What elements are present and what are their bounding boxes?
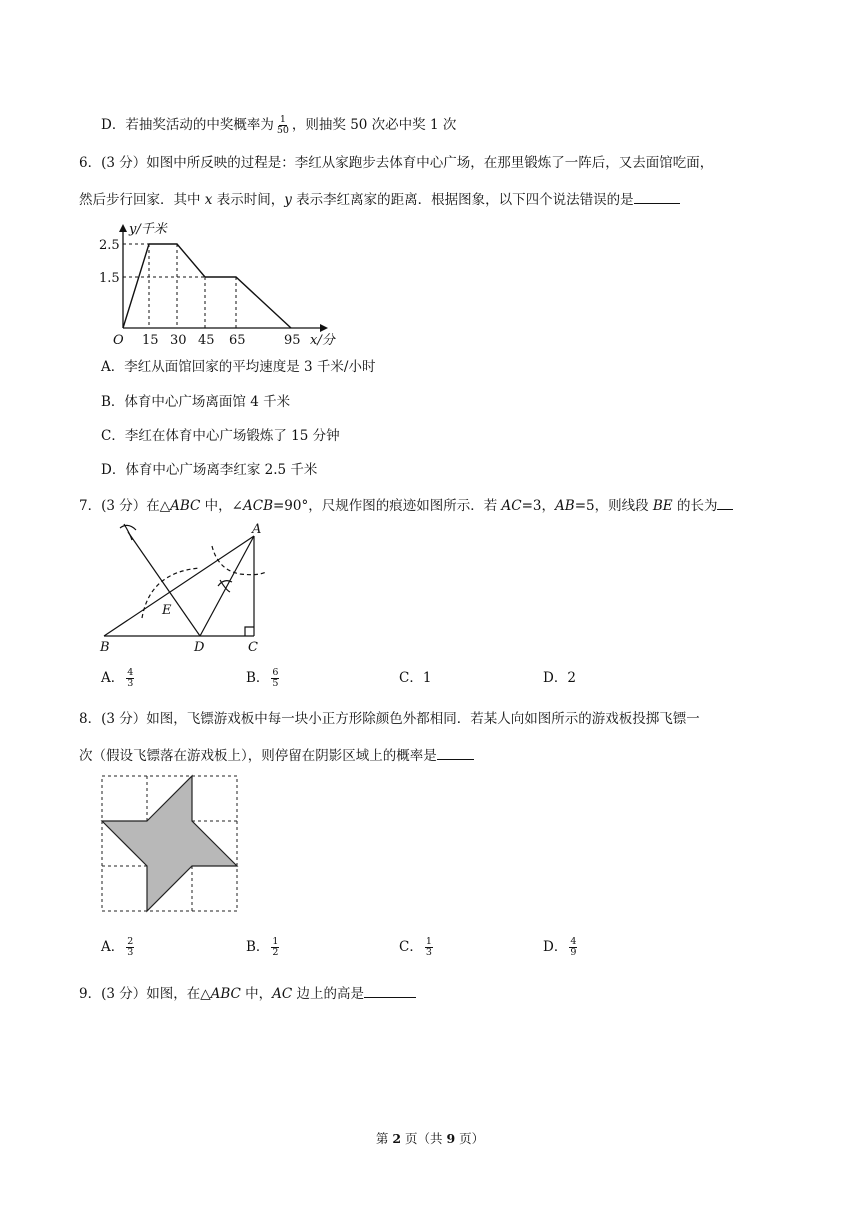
label-a: A bbox=[252, 522, 262, 537]
q6-option-c[interactable]: C．李红在体育中心广场锻炼了 15 分钟 bbox=[101, 428, 340, 444]
page-total: 9 bbox=[446, 1131, 456, 1146]
page-number: 2 bbox=[392, 1131, 402, 1146]
q7-option-c[interactable]: C．1 bbox=[399, 670, 432, 686]
q6-option-d[interactable]: D．体育中心广场离李红家 2.5 千米 bbox=[101, 462, 318, 478]
y-tick-2-5: 2.5 bbox=[99, 238, 120, 253]
answer-blank[interactable] bbox=[437, 744, 474, 760]
q7-option-d[interactable]: D．2 bbox=[543, 670, 576, 686]
label-c: C bbox=[248, 640, 258, 655]
x-tick-30: 30 bbox=[170, 333, 187, 348]
q5-fraction: $\frac{1}{50}$ bbox=[276, 114, 289, 136]
label-e: E bbox=[162, 603, 172, 618]
page-footer: 第 2 页（共 9 页） bbox=[375, 1131, 485, 1146]
q9-stem: 9．(3 分）如图，在△ABC 中，AC 边上的高是 bbox=[79, 982, 416, 1004]
x-tick-45: 45 bbox=[198, 333, 215, 348]
answer-blank[interactable] bbox=[717, 494, 733, 510]
label-d: D bbox=[194, 640, 205, 655]
origin-label: O bbox=[113, 333, 124, 348]
q7-stem: 7．(3 分）在△ABC 中，∠ACB=90°，尺规作图的痕迹如图所示．若 AC=3，AB=5，则线段 BE 的长为 bbox=[79, 494, 733, 516]
q8-dartboard bbox=[101, 775, 241, 915]
q8-option-a[interactable]: A． $\frac{2}{3}$ bbox=[101, 936, 134, 958]
q8-stem-line1: 8．(3 分）如图，飞镖游戏板中每一块小正方形除颜色外都相同．若某人向如图所示的游戏板投掷飞镖一 bbox=[79, 711, 700, 727]
q6-stem-line1: 6．(3 分）如图中所反映的过程是：李红从家跑步去体育中心广场，在那里锻炼了一阵后，又去面馆吃面， bbox=[79, 155, 714, 171]
q5-option-d: D．若抽奖活动的中奖概率为 $\frac{1}{50}$ ，则抽奖 50 次必中奖 1 次 bbox=[101, 114, 457, 136]
y-axis-label: y/千米 bbox=[129, 222, 167, 237]
answer-blank[interactable] bbox=[634, 188, 680, 204]
q6-option-b[interactable]: B．体育中心广场离面馆 4 千米 bbox=[101, 394, 291, 410]
answer-blank[interactable] bbox=[364, 982, 416, 998]
q7-option-a[interactable]: A． $\frac{4}{3}$ bbox=[101, 667, 134, 689]
q6-option-a[interactable]: A．李红从面馆回家的平均速度是 3 千米/小时 bbox=[101, 359, 376, 375]
q8-option-b[interactable]: B． $\frac{1}{2}$ bbox=[246, 936, 279, 958]
q8-option-c[interactable]: C． $\frac{1}{3}$ bbox=[399, 936, 432, 958]
q8-stem-line2: 次（假设飞镖落在游戏板上），则停留在阴影区域上的概率是 bbox=[79, 744, 474, 766]
x-tick-65: 65 bbox=[229, 333, 246, 348]
y-tick-1-5: 1.5 bbox=[99, 271, 120, 286]
q6-stem-line2: 然后步行回家．其中 x 表示时间，y 表示李红离家的距离．根据图象，以下四个说法错误的是 bbox=[79, 188, 680, 210]
q8-option-d[interactable]: D． $\frac{4}{9}$ bbox=[543, 936, 577, 958]
x-axis-label: x/分 bbox=[310, 333, 335, 348]
q7-option-b[interactable]: B． $\frac{6}{5}$ bbox=[246, 667, 279, 689]
x-tick-15: 15 bbox=[142, 333, 159, 348]
x-tick-95: 95 bbox=[284, 333, 301, 348]
q7-triangle-figure bbox=[100, 520, 290, 655]
label-b: B bbox=[100, 640, 110, 655]
q6-distance-time-graph bbox=[95, 222, 355, 352]
